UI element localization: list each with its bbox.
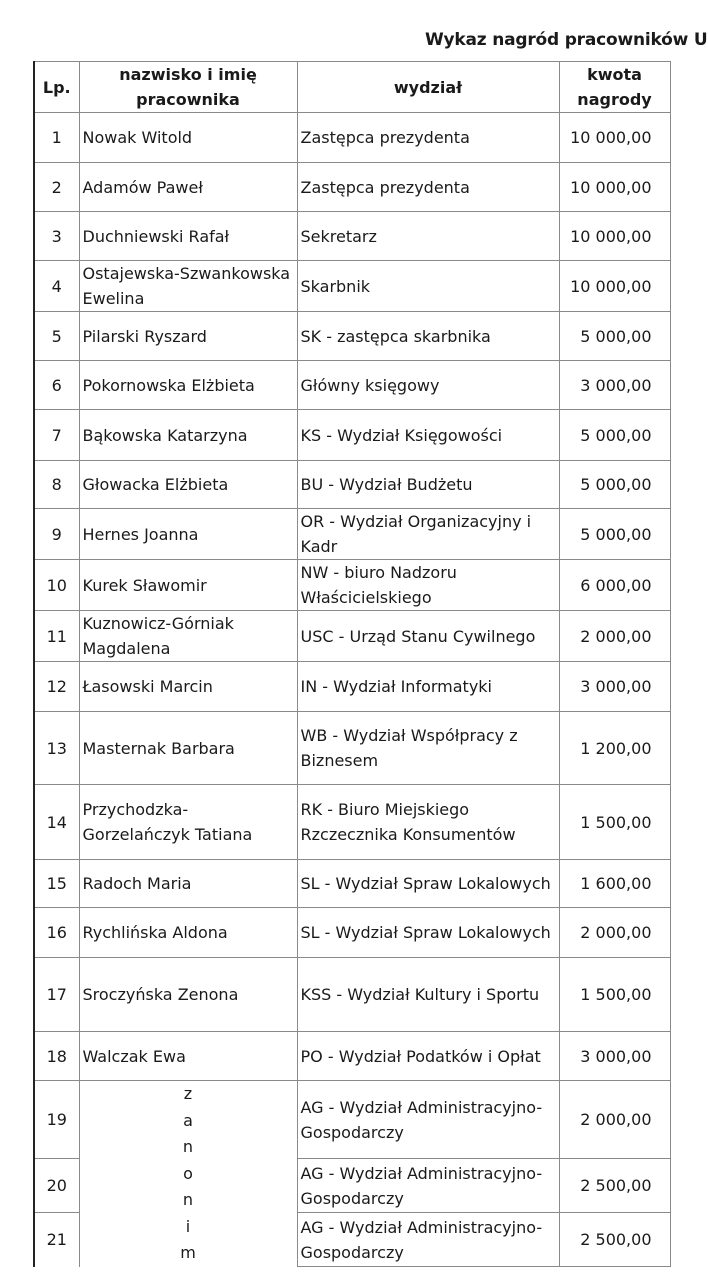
table-row — [34, 212, 670, 261]
anonymized-letter: m — [180, 1243, 196, 1262]
table-row — [34, 312, 670, 361]
row-name: Adamów Paweł — [79, 163, 297, 212]
table-row — [34, 860, 670, 908]
row-lp: 18 — [34, 1032, 79, 1081]
row-department: KS - Wydział Księgowości — [297, 410, 559, 461]
row-lp: 4 — [34, 261, 79, 312]
row-lp: 1 — [34, 113, 79, 163]
row-name: Nowak Witold — [79, 113, 297, 163]
row-department: OR - Wydział Organizacyjny i Kadr — [297, 509, 559, 560]
row-department: KSS - Wydział Kultury i Sportu — [297, 958, 559, 1032]
row-name: Rychlińska Aldona — [79, 908, 297, 958]
header-name: nazwisko i imię pracownika — [79, 62, 297, 113]
row-department: SL - Wydział Spraw Lokalowych — [297, 860, 559, 908]
row-amount: 3 000,00 — [559, 662, 670, 712]
row-name: Masternak Barbara — [79, 712, 297, 785]
row-amount: 1 500,00 — [559, 785, 670, 860]
header-amount: kwota nagrody — [559, 62, 670, 113]
row-lp: 15 — [34, 860, 79, 908]
row-name: Radoch Maria — [79, 860, 297, 908]
row-amount: 2 500,00 — [559, 1213, 670, 1267]
row-lp: 21 — [34, 1213, 79, 1267]
row-department: IN - Wydział Informatyki — [297, 662, 559, 712]
header-lp: Lp. — [34, 62, 79, 113]
row-department: NW - biuro Nadzoru Właścicielskiego — [297, 560, 559, 611]
row-amount: 5 000,00 — [559, 312, 670, 361]
row-department: RK - Biuro Miejskiego Rzczecznika Konsumentów — [297, 785, 559, 860]
row-amount: 1 600,00 — [559, 860, 670, 908]
row-department: SL - Wydział Spraw Lokalowych — [297, 908, 559, 958]
row-lp: 19 — [34, 1081, 79, 1159]
awards-table — [33, 61, 671, 1267]
row-amount: 2 000,00 — [559, 908, 670, 958]
table-row — [34, 163, 670, 212]
row-name: Bąkowska Katarzyna — [79, 410, 297, 461]
header-department: wydział — [297, 62, 559, 113]
row-name: Walczak Ewa — [79, 1032, 297, 1081]
anonymized-letter: i — [185, 1216, 191, 1236]
anonymized-letter: n — [182, 1137, 194, 1156]
table-row — [34, 560, 670, 611]
row-amount: 10 000,00 — [559, 261, 670, 312]
row-department: AG - Wydział Administracyjno-Gospodarczy — [297, 1213, 559, 1267]
table-row — [34, 611, 670, 662]
row-name: Duchniewski Rafał — [79, 212, 297, 261]
row-name: Przychodzka-Gorzelańczyk Tatiana — [79, 785, 297, 860]
row-name: Hernes Joanna — [79, 509, 297, 560]
row-department: PO - Wydział Podatków i Opłat — [297, 1032, 559, 1081]
row-amount: 2 000,00 — [559, 611, 670, 662]
row-name: Głowacka Elżbieta — [79, 461, 297, 509]
row-lp: 2 — [34, 163, 79, 212]
row-lp: 13 — [34, 712, 79, 785]
anonymized-letter: a — [183, 1110, 193, 1130]
row-name: Sroczyńska Zenona — [79, 958, 297, 1032]
table-row — [34, 958, 670, 1032]
row-department: Sekretarz — [297, 212, 559, 261]
anonymized-name-cell — [79, 1081, 297, 1267]
anonymized-letter: n — [182, 1190, 194, 1209]
row-amount: 10 000,00 — [559, 113, 670, 163]
table-row — [34, 1032, 670, 1081]
table-row — [34, 261, 670, 312]
anonymized-letter: z — [183, 1084, 193, 1103]
row-lp: 5 — [34, 312, 79, 361]
document-title: Wykaz nagród pracowników U — [425, 30, 708, 50]
row-department: AG - Wydział Administracyjno-Gospodarczy — [297, 1081, 559, 1159]
row-name: Kurek Sławomir — [79, 560, 297, 611]
row-lp: 11 — [34, 611, 79, 662]
row-lp: 10 — [34, 560, 79, 611]
row-name: Kuznowicz-Górniak Magdalena — [79, 611, 297, 662]
table-row — [34, 662, 670, 712]
table-row — [34, 785, 670, 860]
row-amount: 5 000,00 — [559, 410, 670, 461]
table-row — [34, 908, 670, 958]
row-amount: 3 000,00 — [559, 361, 670, 410]
table-row — [34, 410, 670, 461]
row-name: Łasowski Marcin — [79, 662, 297, 712]
row-department: WB - Wydział Współpracy z Biznesem — [297, 712, 559, 785]
row-lp: 17 — [34, 958, 79, 1032]
row-amount: 2 500,00 — [559, 1159, 670, 1213]
row-amount: 3 000,00 — [559, 1032, 670, 1081]
table-row — [34, 361, 670, 410]
row-department: USC - Urząd Stanu Cywilnego — [297, 611, 559, 662]
table-row — [34, 712, 670, 785]
row-amount: 5 000,00 — [559, 509, 670, 560]
row-lp: 9 — [34, 509, 79, 560]
row-lp: 16 — [34, 908, 79, 958]
table-row — [34, 461, 670, 509]
table-row — [34, 509, 670, 560]
row-name: Pokornowska Elżbieta — [79, 361, 297, 410]
row-department: Zastępca prezydenta — [297, 113, 559, 163]
table-row — [34, 113, 670, 163]
row-amount: 6 000,00 — [559, 560, 670, 611]
row-lp: 12 — [34, 662, 79, 712]
row-lp: 3 — [34, 212, 79, 261]
row-department: Główny księgowy — [297, 361, 559, 410]
row-department: Skarbnik — [297, 261, 559, 312]
header-row — [34, 62, 670, 113]
row-lp: 14 — [34, 785, 79, 860]
row-amount: 1 500,00 — [559, 958, 670, 1032]
table-row — [34, 1081, 670, 1159]
row-lp: 6 — [34, 361, 79, 410]
anonymized-label — [83, 1081, 294, 1267]
row-amount: 1 200,00 — [559, 712, 670, 785]
row-amount: 10 000,00 — [559, 212, 670, 261]
anonymized-letter: o — [183, 1163, 193, 1183]
row-amount: 5 000,00 — [559, 461, 670, 509]
row-name: Pilarski Ryszard — [79, 312, 297, 361]
row-name: Ostajewska-Szwankowska Ewelina — [79, 261, 297, 312]
row-department: AG - Wydział Administracyjno-Gospodarczy — [297, 1159, 559, 1213]
row-lp: 8 — [34, 461, 79, 509]
row-lp: 7 — [34, 410, 79, 461]
row-amount: 10 000,00 — [559, 163, 670, 212]
row-amount: 2 000,00 — [559, 1081, 670, 1159]
row-department: Zastępca prezydenta — [297, 163, 559, 212]
row-lp: 20 — [34, 1159, 79, 1213]
row-department: BU - Wydział Budżetu — [297, 461, 559, 509]
row-department: SK - zastępca skarbnika — [297, 312, 559, 361]
